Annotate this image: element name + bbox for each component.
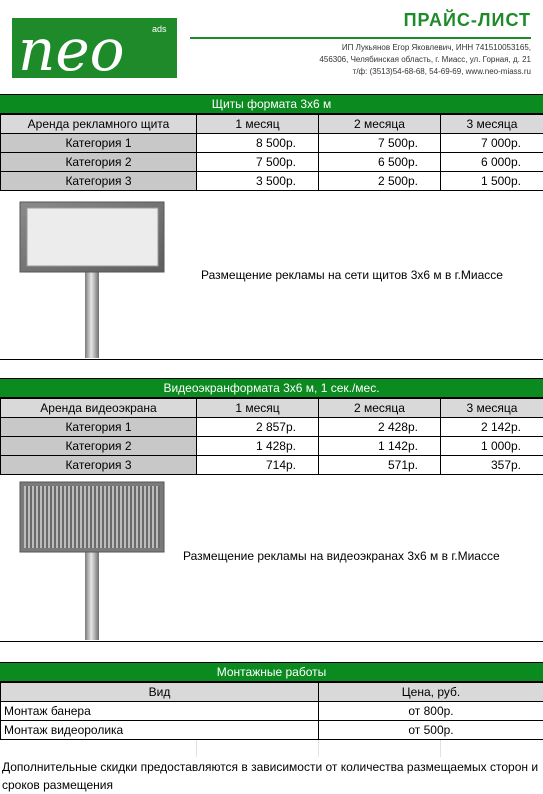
install-title: Монтажные работы xyxy=(0,662,543,682)
install-section xyxy=(0,662,543,740)
table-header-row xyxy=(1,399,543,418)
price-cell: 1 000р. xyxy=(441,437,543,456)
table-header-row xyxy=(1,115,543,134)
section-divider xyxy=(0,641,543,642)
table-row xyxy=(1,172,543,191)
price-cell: 1 428р. xyxy=(197,437,319,456)
price-cell: 2 142р. xyxy=(441,418,543,437)
video-section xyxy=(0,378,543,475)
table-row xyxy=(1,456,543,475)
column-header: 2 месяца xyxy=(319,399,441,418)
video-caption: Размещение рекламы на видеоэкранах 3х6 м в г.Миассе xyxy=(183,549,500,563)
table-row xyxy=(1,702,543,721)
price-cell: 6 500р. xyxy=(319,153,441,172)
price-cell: 7 500р. xyxy=(319,134,441,153)
column-header: Аренда рекламного щита xyxy=(1,115,197,134)
contacts-block xyxy=(271,42,531,78)
category-cell: Категория 2 xyxy=(1,437,197,456)
price-cell: 6 000р. xyxy=(441,153,543,172)
price-cell: 1 142р. xyxy=(319,437,441,456)
table-row xyxy=(1,437,543,456)
price-cell: 2 428р. xyxy=(319,418,441,437)
install-table xyxy=(0,682,543,740)
category-cell: Категория 1 xyxy=(1,134,197,153)
contacts-line-1: ИП Лукьянов Егор Яковлевич, ИНН 741510053165, xyxy=(271,42,531,54)
logo-small-text: ads xyxy=(152,24,167,34)
service-cell: Монтаж видеоролика xyxy=(1,721,319,740)
category-cell: Категория 1 xyxy=(1,418,197,437)
document-title: ПРАЙС-ЛИСТ xyxy=(404,10,531,31)
column-header: 3 месяца xyxy=(441,115,543,134)
billboards-title: Щиты формата 3х6 м xyxy=(0,94,543,114)
table-row xyxy=(1,153,543,172)
billboards-section xyxy=(0,94,543,191)
price-cell: 7 000р. xyxy=(441,134,543,153)
contacts-line-3: т/ф: (3513)54-68-68, 54-69-69, www.neo-miass.ru xyxy=(271,66,531,78)
table-row xyxy=(1,418,543,437)
logo-text: neo xyxy=(18,18,125,78)
billboards-table xyxy=(0,114,543,191)
category-cell: Категория 3 xyxy=(1,456,197,475)
price-cell: 714р. xyxy=(197,456,319,475)
price-cell: 8 500р. xyxy=(197,134,319,153)
section-divider xyxy=(0,359,543,360)
column-header: 2 месяца xyxy=(319,115,441,134)
grid-line xyxy=(440,737,441,757)
billboard-illustration xyxy=(18,200,168,360)
table-row xyxy=(1,134,543,153)
column-header: 3 месяца xyxy=(441,399,543,418)
billboards-caption: Размещение рекламы на сети щитов 3х6 м в г.Миассе xyxy=(201,268,503,282)
footnote: Дополнительные скидки предоставляются в зависимости от количества размещаемых сторон и сроков размещения xyxy=(2,758,542,794)
price-cell: 357р. xyxy=(441,456,543,475)
price-cell: 7 500р. xyxy=(197,153,319,172)
video-table xyxy=(0,398,543,475)
column-header: 1 месяц xyxy=(197,399,319,418)
table-row xyxy=(1,721,543,740)
video-screen-illustration xyxy=(18,480,168,642)
grid-line xyxy=(318,737,319,757)
neo-logo xyxy=(12,18,177,78)
price-cell: 2 857р. xyxy=(197,418,319,437)
price-cell: 3 500р. xyxy=(197,172,319,191)
price-cell: 1 500р. xyxy=(441,172,543,191)
column-header: 1 месяц xyxy=(197,115,319,134)
price-cell: от 500р. xyxy=(319,721,543,740)
column-header: Вид xyxy=(1,683,319,702)
column-header: Цена, руб. xyxy=(319,683,543,702)
category-cell: Категория 3 xyxy=(1,172,197,191)
price-cell: от 800р. xyxy=(319,702,543,721)
table-header-row xyxy=(1,683,543,702)
price-cell: 2 500р. xyxy=(319,172,441,191)
contacts-line-2: 456306, Челябинская область, г. Миасс, ул. Горная, д. 21 xyxy=(271,54,531,66)
column-header: Аренда видеоэкрана xyxy=(1,399,197,418)
title-underline xyxy=(190,37,531,39)
category-cell: Категория 2 xyxy=(1,153,197,172)
price-cell: 571р. xyxy=(319,456,441,475)
video-title: Видеоэкранформата 3х6 м, 1 сек./мес. xyxy=(0,378,543,398)
grid-line xyxy=(196,737,197,757)
service-cell: Монтаж банера xyxy=(1,702,319,721)
